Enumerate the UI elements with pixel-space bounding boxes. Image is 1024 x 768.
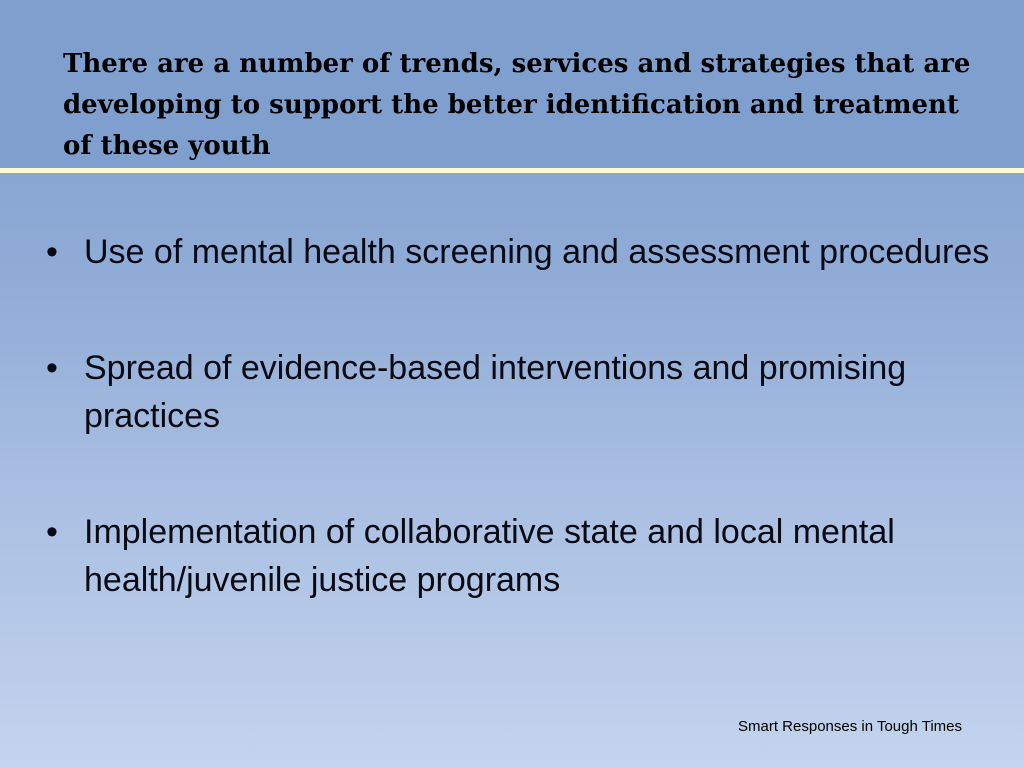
bullet-text: Spread of evidence-based interventions and promising practices [84, 349, 907, 435]
slide-footer: Smart Responses in Tough Times [738, 718, 962, 735]
slide-title: There are a number of trends, services and strategies that are developing to support the better identification and treatment of these youth [63, 49, 971, 161]
bullet-text: Implementation of collaborative state and local mental health/juvenile justice programs [84, 513, 895, 599]
bullet-text: Use of mental health screening and assessment procedures [84, 233, 990, 271]
title-band [0, 0, 1024, 168]
bullet-dot-icon: • [46, 513, 58, 551]
title-divider-line [0, 168, 1024, 173]
bullet-item-screening [40, 228, 990, 276]
bullet-item-programs [40, 508, 990, 604]
bullet-dot-icon: • [46, 349, 58, 387]
bullet-dot-icon: • [46, 233, 58, 271]
bullet-list [40, 228, 990, 604]
bullet-item-interventions [40, 344, 990, 440]
